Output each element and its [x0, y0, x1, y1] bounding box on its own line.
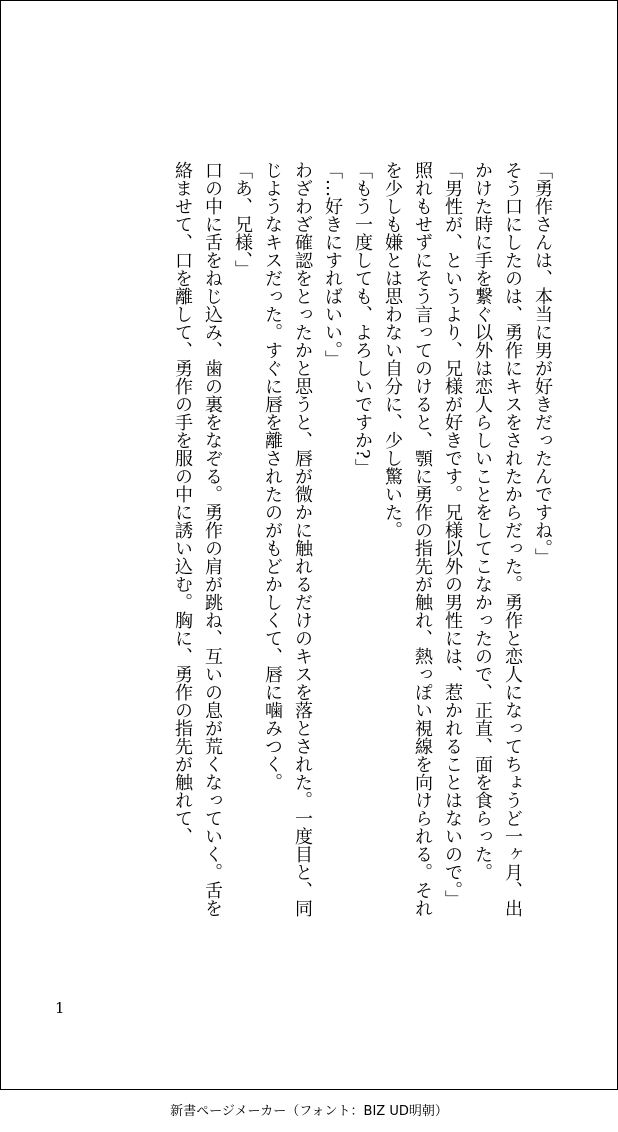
paragraph: わざわざ確認をとったかと思うと、唇が微かに触れるだけのキスを落とされた。一度目と、同じようなキスだった。すぐに唇を離されたのがもどかしくて、唇に噛みつく。	[262, 161, 313, 917]
footer-caption: 新書ページメーカー（フォント：BIZ UD明朝）	[170, 1104, 448, 1119]
paragraph: 「もう一度しても、よろしいですか?」	[352, 161, 373, 477]
vertical-text-body	[97, 161, 557, 921]
paragraph: 「男性が、というより、兄様が好きです。兄様以外の男性には、惹かれることはないので。」	[442, 161, 463, 908]
paragraph: 「…好きにすればいい。」	[322, 161, 343, 368]
paragraph: 「あ、兄様、」	[232, 161, 253, 278]
paragraph: 照れもせずにそう言ってのけると、顎に勇作の指先が触れ、熱っぽい視線を向けられる。それを少しも嫌とは思わない自分に、少し驚いた。	[382, 161, 433, 917]
paragraph: 口の中に舌をねじ込み、歯の裏をなぞる。勇作の肩が跳ね、互いの息が荒くなっていく。舌を絡ませて、口を離して、勇作の手を服の中に誘い込む。胸に、勇作の指先が触れて、	[172, 161, 223, 917]
page-number: 1	[55, 999, 65, 1017]
paragraph: 「勇作さんは、本当に男が好きだったんですね。」	[532, 161, 553, 566]
paragraph: そう口にしたのは、勇作にキスをされたからだった。勇作と恋人になってちょうど一ヶ月、出かけた時に手を繋ぐ以外は恋人らしいことをしてこなかったので、正直、面を食らった。	[472, 161, 523, 917]
